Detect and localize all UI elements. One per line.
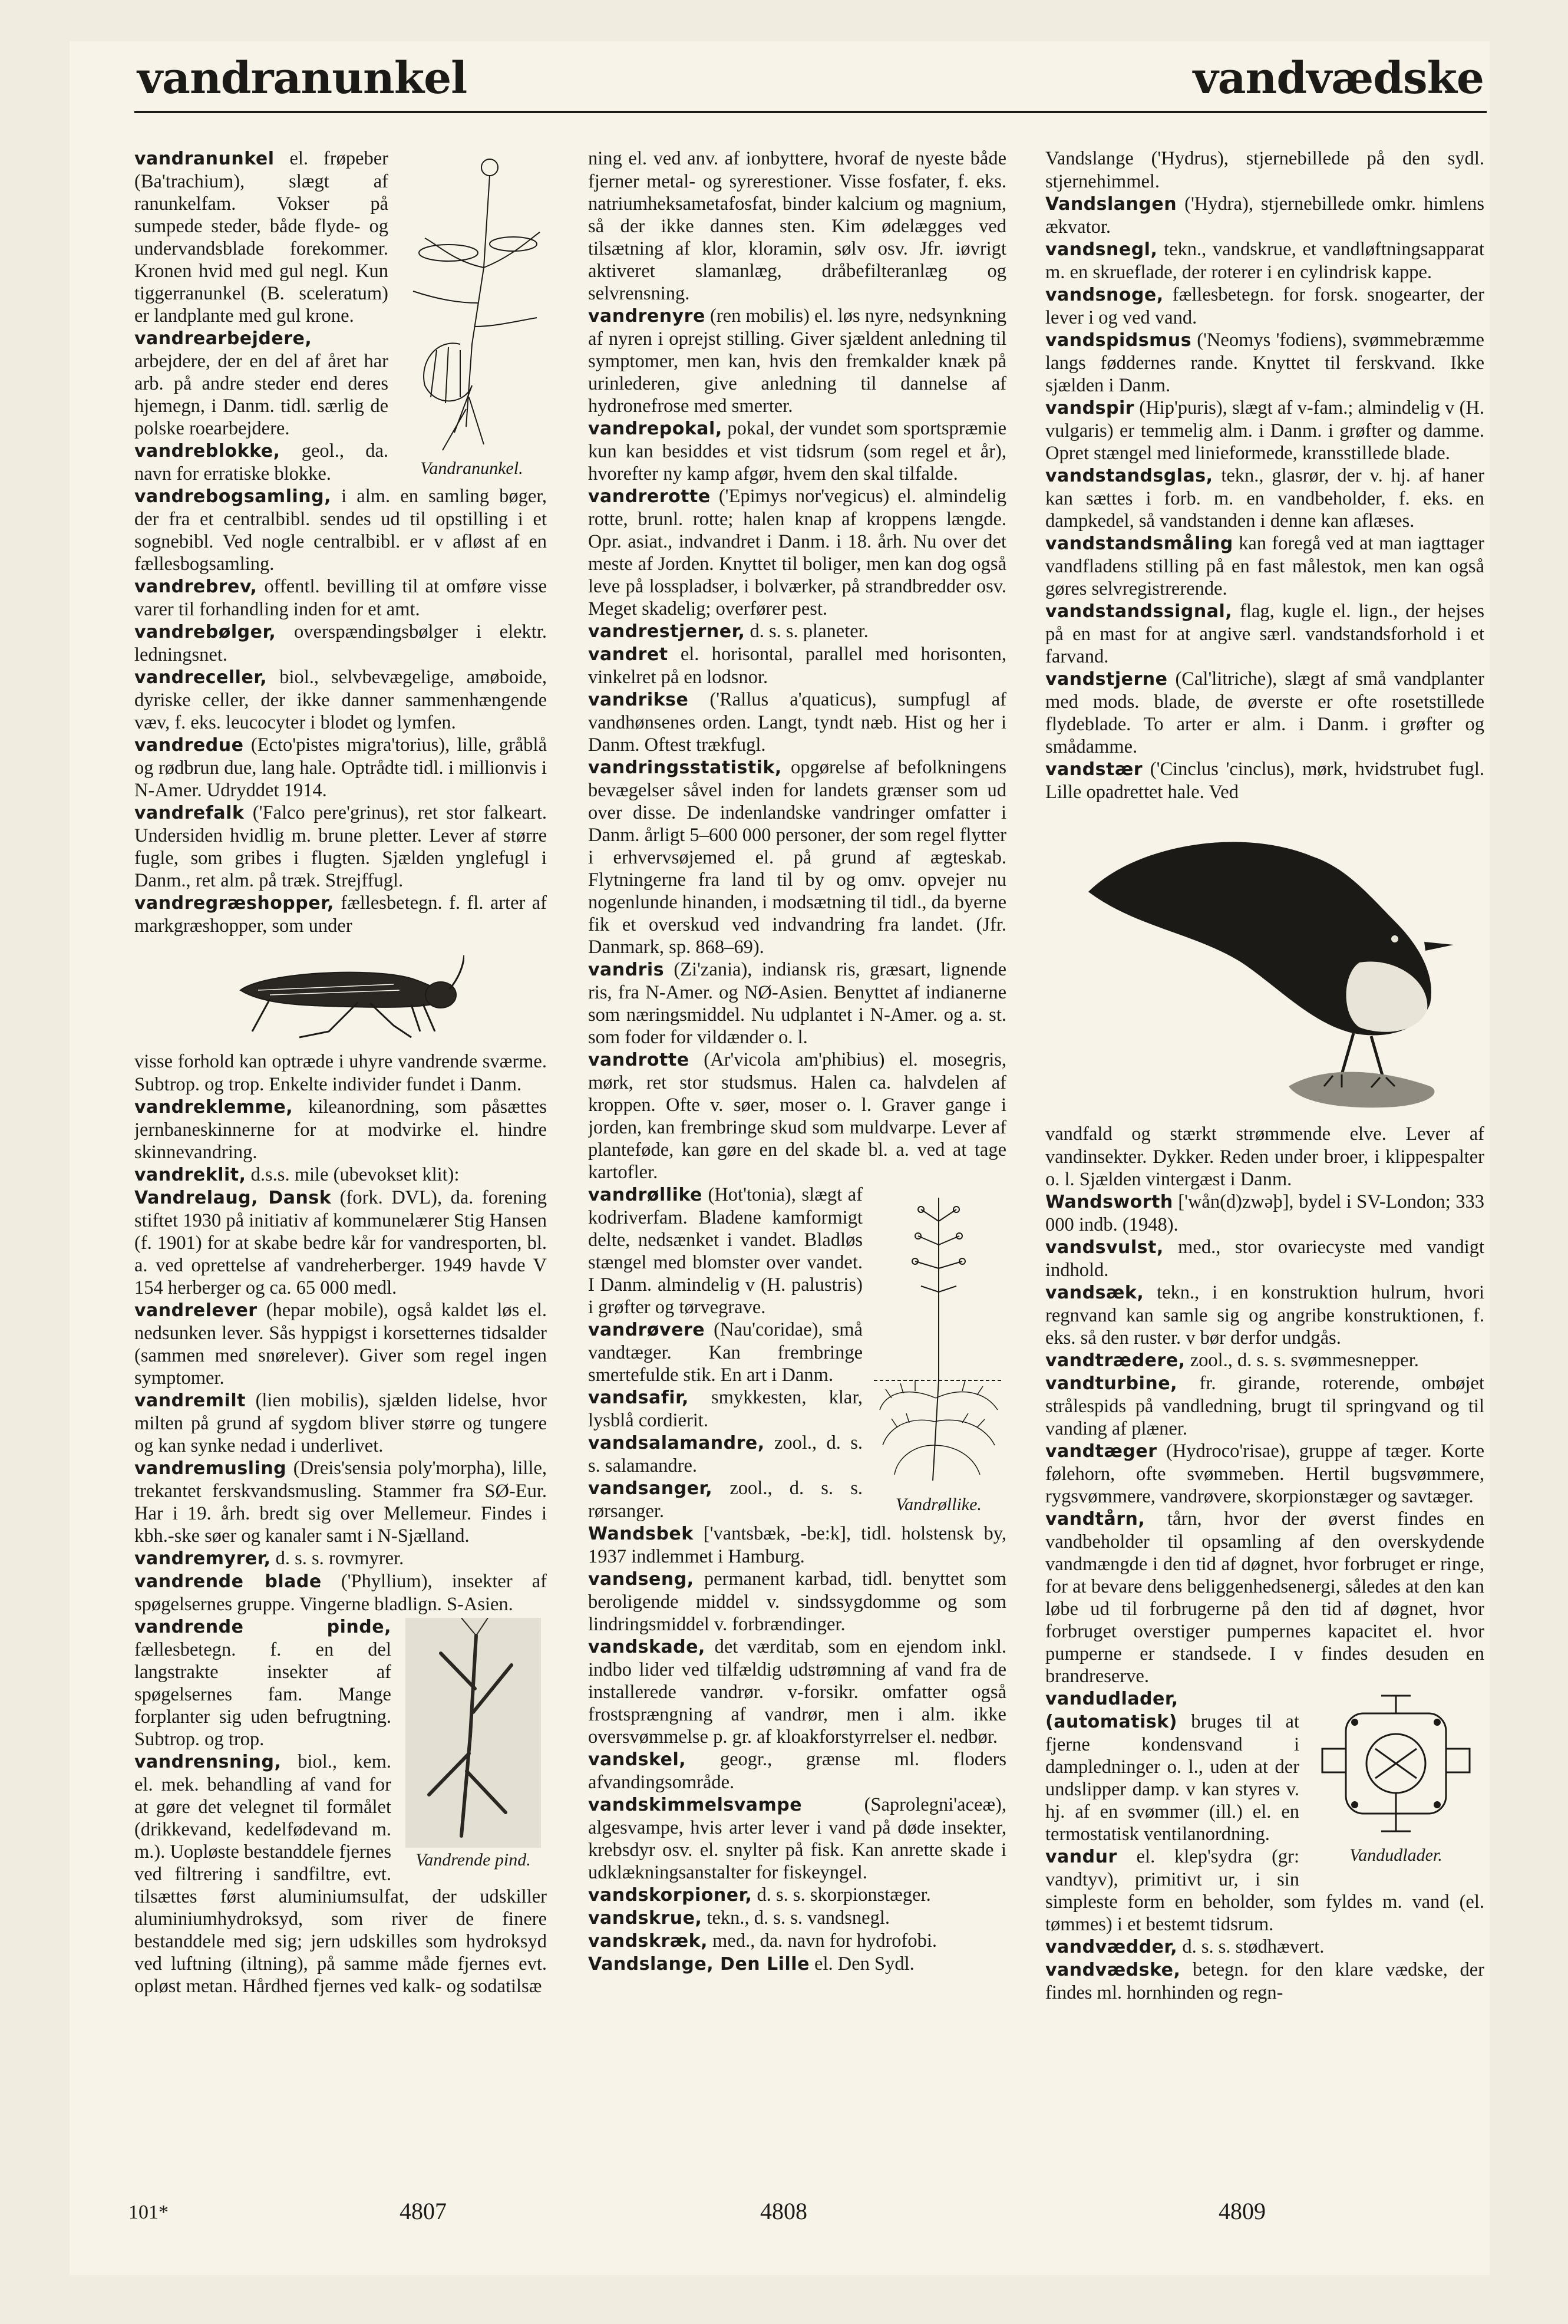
entry-wandsbek	[588, 1522, 1006, 1568]
definition: bruges til at fjerne kondensvand i dampledninger o. l., uden at der undslipper damp. v kan styres v. hj. af en svømmer (ill.) el. en termostatisk ventilanordning.	[1045, 1711, 1299, 1845]
headword: vandremilt	[134, 1390, 246, 1411]
entry-vandspidsmus	[1045, 329, 1484, 397]
definition: ('Falco pere'grinus), ret stor falkeart. Undersiden hvidlig m. brune pletter. Lever af større fugle, som gribes i flugten. Sjælden ynglefugl i Danm., ret alm. på træk. Strejffugl.	[134, 802, 547, 891]
definition: el. klep'sydra (gr: vandtyv), primitivt ur, i sin simpleste form en beholder, som fyldes m. vand (el. tømmes) i et bestemt tidsrum.	[1045, 1846, 1484, 1935]
definition: flag, kugle el. lign., der hejses på en mast for at angive særl. vandstandsforhold i et farvand.	[1045, 601, 1484, 667]
headword: vandrefalk	[134, 803, 245, 823]
definition: ning el. ved anv. af ionbyttere, hvoraf de nyeste både fjerner metal- og syrerestioner. Visse fosfater, f. eks. natriumheksametafosfat, binder kalcium og magnium, så der ikke dannes sten. Kim ødelægges ved tilsætning af klor, kloramin, sølv osv. Jfr. iøvrigt aktiveret slamanlæg, dråbefilteranlæg og selvrensning.	[588, 148, 1006, 304]
headword: vandret	[588, 644, 668, 665]
entry-vandrebrev	[134, 575, 547, 621]
vandrollike-illustration	[874, 1186, 1003, 1492]
dipper-bird-illustration	[1065, 809, 1465, 1116]
headword: vandskel,	[588, 1749, 686, 1770]
page-number-left: 4807	[400, 2198, 447, 2224]
headword: vandrenyre	[588, 306, 705, 327]
definition: ['vantsbæk, -be:k], tidl. holstensk by, 1937 indlemmet i Hamburg.	[588, 1523, 1006, 1567]
headword: vandtæger	[1045, 1441, 1157, 1462]
entry-vandrotte	[588, 1049, 1006, 1184]
headword: vandringsstatistik,	[588, 757, 782, 778]
headword: vandreblokke,	[134, 441, 280, 461]
headword: vandskade,	[588, 1637, 705, 1657]
definition: det værditab, som en ejendom inkl. indbo lider ved tilfældig udstrømning af vand fra de installerede vandrør. v-forsikr. omfatter også frostsprængning af vandrør, men i alm. ikke oversvømmelse p. gr. af kloakforstyrrelser el. nedbør.	[588, 1636, 1006, 1748]
entry-vandsvulst	[1045, 1236, 1484, 1281]
definition: (fork. DVL), da. forening stiftet 1930 på initiativ af kommunelærer Stig Hansen (f. 1901) for at skabe bedre kår for vandresporten, bl. a. ved oprettelse af vandreherberger. 1949 havde V 154 herberger og ca. 65 000 medl.	[134, 1187, 547, 1298]
definition: el. Den Sydl.	[809, 1953, 915, 1974]
definition: med., da. navn for hydrofobi.	[708, 1930, 938, 1951]
figure-grasshopper	[134, 943, 547, 1043]
headword: vandspir	[1045, 398, 1135, 418]
dictionary-page	[70, 41, 1490, 2275]
figure-vandranunkel	[397, 150, 547, 479]
entry-vandrefalk	[134, 802, 547, 892]
headword: vandrebogsamling,	[134, 486, 331, 507]
running-header-left: vandranunkel	[137, 53, 467, 104]
headword: vandredue	[134, 735, 244, 756]
figure-vandstaer	[1045, 809, 1484, 1116]
entry-vandstandssignal	[1045, 600, 1484, 668]
definition: (Ecto'pistes migra'torius), lille, gråblå og rødbrun due, lang hale. Optrådte tidl. i millionvis i N-Amer. Udryddet 1914.	[134, 734, 547, 801]
entry-vandskorpioner	[588, 1884, 1006, 1907]
headword: vandrensning,	[134, 1752, 282, 1772]
vandranunkel-illustration	[401, 150, 543, 456]
entry-vandringsstatistik	[588, 756, 1006, 958]
running-header-right: vandvædske	[1193, 53, 1484, 104]
column-2	[588, 147, 1006, 2151]
entry-vandspir	[1045, 397, 1484, 464]
definition: (Nau'coridae), små vandtæger. Kan frembringe smertefulde stik. En art i Danm.	[588, 1319, 863, 1386]
entry-vandreklit	[134, 1163, 547, 1186]
entry-vandstaer	[1045, 758, 1484, 803]
definition: tekn., d. s. s. vandsnegl.	[702, 1907, 890, 1929]
headword: vandrestjerner,	[588, 621, 745, 642]
entry-vandturbine	[1045, 1372, 1484, 1440]
headword: vandtårn,	[1045, 1509, 1146, 1529]
headword: vandstjerne	[1045, 669, 1168, 690]
definition: d. s. s. stødhævert.	[1177, 1936, 1325, 1957]
definition: overspændingsbølger i elektr. ledningsnet.	[134, 621, 547, 665]
headword: vandrikse	[588, 690, 689, 710]
definition: (lien mobilis), sjælden lidelse, hvor milten på grund af sygdom bliver større og tungere og kan synke nedad i underlivet.	[134, 1390, 547, 1456]
entry-vandstandsglas	[1045, 464, 1484, 532]
entry-vandstaer-cont	[1045, 1123, 1484, 1191]
entry-vandrebogsamling	[134, 485, 547, 575]
entry-vandsnegl	[1045, 238, 1484, 284]
headword: vandskimmelsvampe	[588, 1795, 803, 1815]
entry-vandrelaug	[134, 1186, 547, 1299]
caption-vandrende-pind: Vandrende pind.	[415, 1850, 531, 1870]
entry-vandslange-cont	[1045, 147, 1484, 193]
entry-vandrelever	[134, 1299, 547, 1389]
definition: ['wån(d)zwəþ], bydel i SV-London; 333 000 indb. (1948).	[1045, 1191, 1484, 1235]
caption-vandrollike: Vandrøllike.	[896, 1495, 982, 1514]
definition: geogr., grænse ml. floders afvandingsområde.	[588, 1749, 1006, 1793]
definition: fællesbetegn. for forsk. snogearter, der lever i og ved vand.	[1045, 284, 1484, 328]
figure-vandrende-pind	[400, 1618, 547, 1870]
entry-vandsnoge	[1045, 284, 1484, 329]
entry-vandseng	[588, 1568, 1006, 1636]
headword: vandsvulst,	[1045, 1237, 1164, 1258]
signature-mark: 101*	[128, 2201, 169, 2223]
headword: vandrepokal,	[588, 418, 722, 439]
definition: visse forhold kan optræde i uhyre vandrende sværme. Subtrop. og trop. Enkelte individer fundet i Danm.	[134, 1051, 547, 1095]
definition: ('Rallus a'quaticus), sumpfugl af vandhønsenes orden. Langt, tyndt næb. Hist og her i Danm. Oftest trækfugl.	[588, 689, 1006, 756]
headword: vandrerotte	[588, 486, 711, 507]
entry-vandret	[588, 643, 1006, 688]
figure-vandudlader	[1308, 1690, 1484, 1865]
entry-vandrikse	[588, 688, 1006, 756]
entry-vandslange	[588, 1953, 1006, 1976]
column-3	[1045, 147, 1484, 2151]
entry-vandskel	[588, 1748, 1006, 1794]
caption-vandranunkel: Vandranunkel.	[420, 459, 523, 478]
header-rule	[134, 111, 1487, 113]
headword: Vandslange, Den Lille	[588, 1954, 810, 1974]
definition: (Saprolegni'aceæ), algesvampe, hvis arter lever i vand på døde insekter, krebsdyr osv. el. snylter på fisk. Kan anrette skade i udklækningsanstalter for fiskeyngel.	[588, 1794, 1006, 1883]
definition: smykkesten, klar, lysblå cordierit.	[588, 1387, 863, 1431]
definition: d. s. s. planeter.	[745, 621, 869, 642]
definition: fællesbetegn. f. fl. arter af markgræshopper, som under	[134, 892, 547, 937]
entry-vandreklemme	[134, 1096, 547, 1163]
headword: vandrende pinde,	[134, 1617, 391, 1637]
definition: zool., d. s. s. svømmesnepper.	[1185, 1350, 1419, 1371]
headword: vandreceller,	[134, 667, 268, 688]
entry-vandstandsmaaling	[1045, 532, 1484, 600]
headword: vandsnegl,	[1045, 239, 1158, 260]
definition: d.s.s. mile (ubevokset klit):	[246, 1164, 460, 1185]
headword: vandsalamandre,	[588, 1433, 765, 1453]
headword: vandvædder,	[1045, 1937, 1178, 1957]
entry-vandskade	[588, 1636, 1006, 1748]
definition: (Ar'vicola am'phibius) el. mosegris, mørk, ret stor studsmus. Halen ca. halvdelen af kroppen. Ofte v. søer, moser o. l. Graver gange i jorden, kan frembringe skud som muldvarpe. Lever af planteføde, kan gøre en del skade bl. a. ved at tage kartofler.	[588, 1049, 1006, 1183]
headword: vandremyrer,	[134, 1548, 271, 1569]
headword: Wandsbek	[588, 1524, 694, 1544]
entry-vandrepokal	[588, 417, 1006, 485]
entry-vandremusling	[134, 1457, 547, 1547]
entry-vandvaedder	[1045, 1936, 1484, 1959]
headword: vandskræk,	[588, 1931, 708, 1951]
headword: Wandsworth	[1045, 1192, 1173, 1212]
entry-vandredue	[134, 734, 547, 802]
definition: offentl. bevilling til at omføre visse varer til forhandling inden for et amt.	[134, 576, 547, 620]
definition: d. s. s. skorpionstæger.	[752, 1884, 931, 1906]
headword: vandur	[1045, 1847, 1117, 1867]
definition: (Zi'zania), indiansk ris, græsart, lignende ris, fra N-Amer. og NØ-Asien. Benyttet af indianerne som næringsmiddel. Nu udplantet i N-Amer. og a. st. som foder for vildænder o. l.	[588, 959, 1006, 1048]
headword: vandrøllike	[588, 1185, 702, 1205]
headword: vandseng,	[588, 1569, 694, 1590]
definition: vandfald og stærkt strømmende elve. Lever af vandinsekter. Dykker. Reden under broer, i klippespalter o. l. Sjælden vintergæst i Danm.	[1045, 1123, 1484, 1190]
definition: (Hip'puris), slægt af v-fam.; almindelig v (H. vulgaris) er temmelig alm. i Danm. i grøfter og damme. Opret stængel med linieformede, kransstillede blade.	[1045, 397, 1484, 464]
definition: zool., d. s. s. rørsanger.	[588, 1478, 863, 1522]
headword: vandsafir,	[588, 1387, 689, 1408]
entry-vandris	[588, 958, 1006, 1049]
vandrende-pind-photo	[405, 1618, 541, 1848]
entry-vandremyrer	[134, 1547, 547, 1570]
vandudlader-illustration	[1310, 1690, 1481, 1843]
definition: tekn., vandskrue, et vandløftningsapparat m. en skrueflade, der roterer i en cylindrisk kappe.	[1045, 239, 1484, 283]
entry-vandreceller	[134, 666, 547, 734]
headword: vandstandsmåling	[1045, 533, 1233, 554]
headword: vandreklemme,	[134, 1097, 293, 1118]
entry-vandslangen	[1045, 193, 1484, 238]
caption-vandudlader: Vandudlader.	[1349, 1845, 1442, 1865]
headword: vandreklit,	[134, 1165, 246, 1185]
headword: vandudlader, (automatisk)	[1045, 1689, 1179, 1732]
definition: ('Hydra), stjernebillede omkr. himlens ækvator.	[1045, 193, 1484, 238]
headword: Vandslangen	[1045, 194, 1177, 215]
definition: (ren mobilis) el. løs nyre, nedsynkning af nyren i oprejst stilling. Giver sjældent anledning til symptomer, men kan, hvis den fremkalder knæk på urinlederen, give anledning til dannelse af hydronefrose med smerter.	[588, 305, 1006, 417]
headword: vandstær	[1045, 759, 1143, 780]
definition: ('Cinclus 'cinclus), mørk, hvidstrubet fugl. Lille opadrettet hale. Ved	[1045, 759, 1484, 803]
grasshopper-illustration	[217, 943, 464, 1043]
headword: vandsnoge,	[1045, 285, 1164, 305]
entry-vandtaarn	[1045, 1508, 1484, 1687]
definition: Vandslange ('Hydrus), stjernebillede på den sydl. stjernehimmel.	[1045, 148, 1484, 192]
entry-vandremilt	[134, 1389, 547, 1457]
entry-wandsworth	[1045, 1191, 1484, 1236]
definition: (Hot'tonia), slægt af kodriverfam. Bladene kamformigt delte, nedsænket i vandet. Bladløs stængel med blomster over vandet. I Danm. almindelig v (H. palustris) i grøfter og tørvegrave.	[588, 1184, 863, 1318]
headword: vandtrædere,	[1045, 1350, 1186, 1371]
entry-vandrebolger	[134, 621, 547, 666]
definition: i alm. en samling bøger, der fra et centralbibl. sendes ud til opstilling i et sognebibl. Ved nogle centralbibl. er v afløst af en fællesbogsamling.	[134, 486, 547, 575]
definition: d. s. s. rovmyrer.	[270, 1548, 404, 1569]
entry-vandrestjerner	[588, 620, 1006, 643]
entry-vandskimmelsvampe	[588, 1794, 1006, 1884]
entry-vandtraedere	[1045, 1349, 1484, 1372]
definition: arbejdere, der en del af året har arb. på andre steder end deres hjemegn, i Danm. tidl. særlig de polske roearbejdere.	[134, 351, 388, 439]
headword: vandremusling	[134, 1458, 287, 1479]
headword: vandturbine,	[1045, 1373, 1177, 1394]
headword: Vandrelaug, Dansk	[134, 1188, 332, 1208]
definition: pokal, der vundet som sportspræmie kun kan besiddes et vist tidsrum (som regel et år), hvorefter ny kamp afgør, hvem den skal tilfalde.	[588, 418, 1006, 484]
definition: geol., da. navn for erratiske blokke.	[134, 440, 388, 484]
definition: (hepar mobile), også kaldet løs el. nedsunken lever. Sås hyppigst i korsetternes tidsalder (sammen med snørelever). Giver som regel ingen symptomer.	[134, 1300, 547, 1389]
headword: vandsæk,	[1045, 1283, 1144, 1303]
definition: tekn., i en konstruktion hulrum, hvori regnvand kan samle sig og angribe konstruktionen, f. eks. så den ruster. v bør derfor undgås.	[1045, 1282, 1484, 1349]
headword: vandstandssignal,	[1045, 601, 1233, 622]
definition: el. frøpeber (Ba'trachium), slægt af ranunkelfam. Vokser på sumpede steder, både flyde- og undervandsblade forekommer. Kronen hvid med gul negl. Kun tiggerranunkel (B. sceleratum) er landplante med gul krone.	[134, 148, 388, 327]
headword: vandvædske,	[1045, 1960, 1181, 1980]
entry-vandrerotte	[588, 485, 1006, 620]
headword: vandstandsglas,	[1045, 466, 1213, 486]
headword: vandskrue,	[588, 1908, 702, 1929]
entry-vandrenyre	[588, 305, 1006, 417]
entry-vandvaedske	[1045, 1959, 1484, 2004]
entry-vandregraeshopper-cont	[134, 1050, 547, 1096]
entry-vandsaek	[1045, 1281, 1484, 1349]
entry-vandrensning-cont	[588, 147, 1006, 305]
definition: betegn. for den klare vædske, der findes ml. hornhinden og regn-	[1045, 1959, 1484, 2003]
definition: permanent karbad, tidl. benyttet som beroligende middel v. sindssygdomme og som lindringsmiddel v. forbrændinger.	[588, 1568, 1006, 1635]
headword: vandspidsmus	[1045, 330, 1192, 351]
definition: kan foregå ved at man iagttager vandfladens stilling på en fast målestok, men kan også gøres selvregistrerende.	[1045, 533, 1484, 599]
entry-vandtaeger	[1045, 1440, 1484, 1508]
column-1	[134, 147, 547, 2151]
definition: el. horisontal, parallel med horisonten, vinkelret på en lodsnor.	[588, 644, 1006, 688]
headword: vandregræshopper,	[134, 893, 334, 914]
entry-vandstjerne	[1045, 668, 1484, 758]
headword: vandskorpioner,	[588, 1885, 752, 1906]
headword: vandrebrev,	[134, 576, 258, 597]
definition: (Cal'litriche), slægt af små vandplanter med mods. blade, de øverste er ofte rosetstillede flydeblade. To arter er alm. i Danm. i grøfter og smådamme.	[1045, 668, 1484, 757]
headword: vandsanger,	[588, 1478, 713, 1499]
headword: vandrebølger,	[134, 622, 276, 642]
definition: opgørelse af befolkningens bevægelser såvel inden for landets grænser som ud over disse. De indenlandske vandringer omfatter i Danm. årligt 5–600 000 personer, der som regel flytter i erhvervsøjemed el. på grund af ægteskab. Flytningerne fra land til by og omv. opvejer nu nogenlunde hinanden, i modsætning til tidl., da byerne fik et overskud ved indvandring fra landet. (Jfr. Danmark, sp. 868–69).	[588, 757, 1006, 958]
definition: kileanordning, som påsættes jernbaneskinnerne for at modvirke el. hindre skinnevandring.	[134, 1096, 547, 1163]
headword: vandrotte	[588, 1050, 689, 1070]
headword: vandranunkel	[134, 149, 275, 169]
headword: vandrøvere	[588, 1320, 705, 1340]
entry-vandskraek	[588, 1930, 1006, 1953]
definition: tårn, hvor der øverst findes en vandbeholder til opsamling af den overskydende vandmængde i den tid af døgnet, hvor forbruget er ringe, for at bevare dens beliggenhedsenergi, således at den kan løbe ud til forbrugerne på den tid af døgnet, hvor forbruget overstiger pumpernes kapacitet el. hvor pumperne er standsede. I v findes desuden en brandreserve.	[1045, 1508, 1484, 1687]
headword: vandrende blade	[134, 1571, 322, 1592]
definition: med., stor ovariecyste med vandigt indhold.	[1045, 1237, 1484, 1281]
definition: biol., selvbevægelige, amøboide, dyriske celler, der ikke danner sammenhængende væv, f. eks. leucocyter i blodet og lymfen.	[134, 667, 547, 733]
definition: fr. girande, roterende, ombøjet strålespids på vandledning, brugt til springvand og til vanding af plæner.	[1045, 1373, 1484, 1439]
entry-vandskrue	[588, 1907, 1006, 1930]
page-number-middle: 4808	[760, 2198, 807, 2224]
page-number-right: 4809	[1219, 2198, 1266, 2224]
definition: fællesbetegn. f. en del langstrakte insekter af spøgelsernes fam. Mange forplanter sig uden befrugtning. Subtrop. og trop.	[134, 1639, 391, 1750]
headword: vandrearbejdere,	[134, 328, 312, 349]
headword: vandris	[588, 960, 665, 980]
definition: (Hydroco'risae), gruppe af tæger. Korte følehorn, ofte svømmeben. Hertil bugsvømmere, rygsvømmere, vandrøvere, skorpionstæger og savtæger.	[1045, 1440, 1484, 1507]
figure-vandrollike	[871, 1186, 1006, 1515]
definition: zool., d. s. s. salamandre.	[588, 1432, 863, 1476]
definition: tekn., glasrør, der v. hj. af haner kan sættes i forb. m. en vandbeholder, f. eks. en dampkedel, så vandstanden i denne kan aflæses.	[1045, 465, 1484, 532]
definition: ('Phyllium), insekter af spøgelsernes gruppe. Vingerne bladlign. S-Asien.	[134, 1571, 547, 1615]
entry-vandrende-blade	[134, 1570, 547, 1616]
definition: ('Neomys 'fodiens), svømmebræmme langs føddernes rande. Knyttet til ferskvand. Ikke sjælden i Danm.	[1045, 329, 1484, 396]
definition: ('Epimys nor'vegicus) el. almindelig rotte, brunl. rotte; halen knap af kroppens længde. Opr. asiat., indvandret i Danm. i 18. årh. Nu over det meste af Jorden. Knyttet til boliger, men kan dog også leve på losspladser, i bolværker, på strandbredder osv. Meget skadelig; overfører pest.	[588, 486, 1006, 619]
headword: vandrelever	[134, 1300, 258, 1321]
entry-vandregraeshopper	[134, 892, 547, 937]
definition: (Dreis'sensia poly'morpha), lille, trekantet ferskvandsmusling. Stammer fra SØ-Eur. Har i 19. årh. bredt sig over Mellemeur. Findes i kbh.-ske søer og kanaler samt i N-Sjælland.	[134, 1458, 547, 1547]
definition: biol., kem. el. mek. behandling af vand for at gøre det velegnet til formålet (drikkevand, kedelfødevand m. m.). Uopløste bestanddele fjernes ved filtrering i sandfiltre, evt. tilsættes først aluminiumsulfat, der udskiller aluminiumhydroksyd, som river de finere bestanddele med sig; jern udskilles som hydroksyd ved luftning (iltning), på samme måde fjernes evt. opløst metan. Hårdhed fjernes ved kalk- og sodatilsæ	[134, 1751, 547, 1997]
